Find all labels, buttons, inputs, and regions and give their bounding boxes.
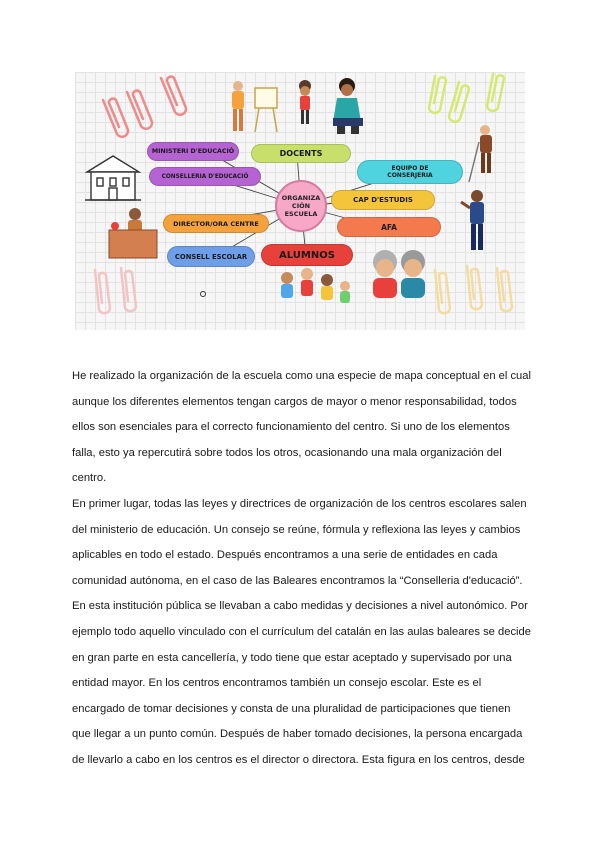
text-line: aunque los diferentes elementos tengan cargos de mayor o menor responsabilidad, todos [72, 395, 517, 408]
node-alumnos [261, 244, 353, 266]
node-label: EQUIPO DE CONSERJERIA [387, 164, 433, 179]
paragraph-2 [72, 492, 532, 774]
node-label: CONSELL ESCOLAR [174, 252, 248, 261]
node-cap [331, 190, 435, 210]
text-line: encargado de tomar decisiones y consta de una pluralidad de participaciones que tienen [72, 702, 511, 715]
text-line: entidad mayor. En los centros encontramos también un consejo escolar. Este es el [72, 677, 482, 690]
man-presenting-icon [461, 190, 484, 250]
node-equipo [357, 160, 463, 184]
student-girl-icon [299, 80, 311, 124]
node-afa [337, 217, 441, 237]
paperclip-icon [429, 74, 504, 122]
node-label: ALUMNOS [279, 249, 335, 261]
concept-map-figure [75, 72, 525, 330]
node-director [163, 214, 269, 233]
center-node-label: ORGANIZA CIÓN ESCUELA [281, 194, 321, 218]
text-line: en gran parte en esta cancellería, y todo tiene que estar aceptado y supervisado por una [72, 651, 512, 664]
bullet-dot-icon [201, 292, 206, 297]
grandparents-icon [373, 250, 425, 298]
text-line: comunidad autónoma, en el caso de las Baleares encontramos la “Conselleria d'educació”. [72, 574, 523, 587]
teacher-board-person-icon [232, 81, 277, 132]
node-label: CONSELLERIA D'EDUCACIÓ [161, 173, 249, 180]
text-line: del ministerio de educación. Un consejo se reúne, fórmula y reflexiona las leyes y cambios [72, 523, 521, 536]
text-line: centro. [72, 472, 107, 485]
children-group-icon [281, 268, 350, 303]
text-line: falla, esto ya repercutirá sobre todos los otros, ocasionando una mala organización del [72, 446, 502, 459]
node-consell [167, 246, 255, 267]
text-line: ejemplo todo aquello vinculado con el currículum del catalán en las aulas baleares se decide [72, 625, 531, 638]
node-docents [251, 144, 351, 163]
text-line: de llevarlo a cabo en los centros es el director o directora. Esta figura en los centros, desde [72, 753, 525, 766]
node-label: CAP D'ESTUDIS [353, 196, 413, 204]
node-conselleria [149, 167, 261, 186]
node-label: MINISTERI D'EDUCACIÓ [151, 148, 235, 155]
text-line: He realizado la organización de la escuela como una especie de mapa conceptual en el cual [72, 370, 531, 382]
node-label: DIRECTOR/ORA CENTRE [173, 219, 259, 228]
node-label: DOCENTS [279, 149, 323, 158]
node-label: AFA [381, 222, 397, 232]
node-ministeri [147, 142, 239, 161]
janitor-person-icon [469, 125, 492, 182]
director-desk-person-icon [109, 208, 157, 258]
body-text [72, 364, 532, 774]
teacher-reading-person-icon [333, 78, 363, 134]
school-building-icon [85, 156, 141, 200]
paragraph-1 [72, 364, 532, 492]
text-line: aplicables en todo el estado. Después encontramos a una serie de entidades en cada [72, 549, 498, 562]
center-node [275, 180, 327, 232]
paperclip-icon [95, 268, 136, 313]
paperclip-icon [435, 266, 512, 313]
paperclip-icon [103, 77, 186, 137]
text-line: En esta institución pública se llevaban a cabo medidas y decisiones a nivel autonómico. Por [72, 600, 528, 613]
text-line: En primer lugar, todas las leyes y directrices de organización de los centros escolares salen [72, 497, 527, 510]
text-line: que llegar a un punto común. Después de haber tomado decisiones, la persona encargada [72, 728, 523, 741]
text-line: ellos son esenciales para el correcto funcionamiento del centro. Si uno de los elementos [72, 421, 510, 434]
